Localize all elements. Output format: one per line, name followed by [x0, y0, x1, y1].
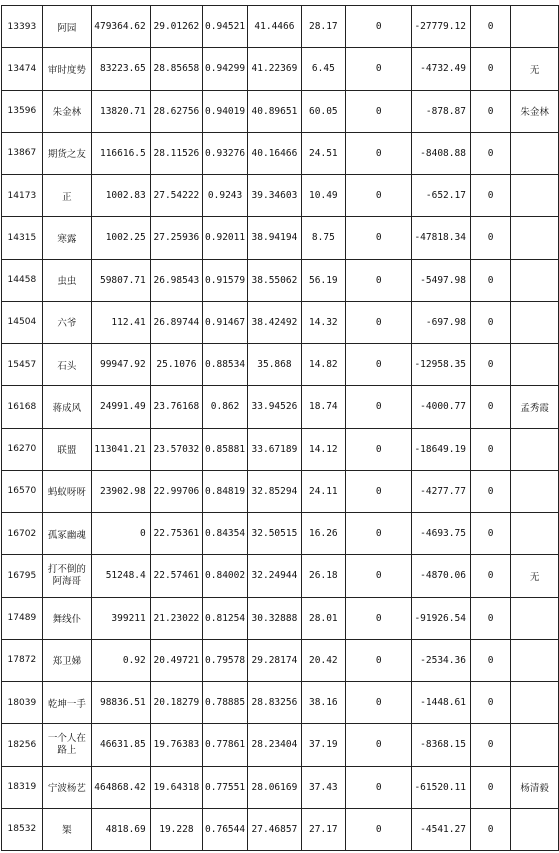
- cell-value-3: 0.85881: [203, 428, 248, 470]
- cell-value-8: 0: [470, 808, 510, 850]
- cell-value-7: -4693.75: [412, 513, 470, 555]
- cell-id: 16795: [2, 555, 43, 597]
- cell-name: 期货之友: [42, 132, 91, 174]
- table-row: [2, 724, 559, 766]
- cell-note: [511, 344, 559, 386]
- cell-name: 郑卫娣: [42, 639, 91, 681]
- cell-value-3: 0.79578: [203, 639, 248, 681]
- cell-value-1: 113041.21: [91, 428, 150, 470]
- cell-value-6: 0: [345, 217, 412, 259]
- cell-note: [511, 513, 559, 555]
- cell-value-5: 8.75: [301, 217, 345, 259]
- cell-name: 打不倒的阿海哥: [42, 555, 91, 597]
- cell-value-8: 0: [470, 724, 510, 766]
- cell-value-3: 0.81254: [203, 597, 248, 639]
- cell-value-1: 13820.71: [91, 90, 150, 132]
- cell-name: 联盟: [42, 428, 91, 470]
- cell-value-2: 27.54222: [150, 175, 202, 217]
- cell-id: 13596: [2, 90, 43, 132]
- cell-value-5: 20.42: [301, 639, 345, 681]
- cell-name: 蚂蚁呀呀: [42, 470, 91, 512]
- cell-name: 阿园: [42, 6, 91, 48]
- cell-value-7: -12958.35: [412, 344, 470, 386]
- cell-value-2: 29.01262: [150, 6, 202, 48]
- cell-value-4: 38.55062: [248, 259, 302, 301]
- cell-value-7: -4732.49: [412, 48, 470, 90]
- cell-value-1: 23902.98: [91, 470, 150, 512]
- cell-note: [511, 259, 559, 301]
- cell-value-7: -18649.19: [412, 428, 470, 470]
- cell-value-7: -5497.98: [412, 259, 470, 301]
- cell-value-8: 0: [470, 90, 510, 132]
- cell-value-6: 0: [345, 597, 412, 639]
- cell-value-3: 0.862: [203, 386, 248, 428]
- table-row: [2, 513, 559, 555]
- table-row: [2, 766, 559, 808]
- cell-value-4: 27.46857: [248, 808, 302, 850]
- cell-value-8: 0: [470, 259, 510, 301]
- cell-value-5: 14.12: [301, 428, 345, 470]
- cell-value-4: 41.4466: [248, 6, 302, 48]
- cell-value-1: 1002.25: [91, 217, 150, 259]
- cell-value-1: 464868.42: [91, 766, 150, 808]
- cell-value-6: 0: [345, 344, 412, 386]
- cell-value-6: 0: [345, 48, 412, 90]
- cell-id: 17872: [2, 639, 43, 681]
- cell-value-3: 0.93276: [203, 132, 248, 174]
- table-row: [2, 175, 559, 217]
- cell-note: [511, 470, 559, 512]
- table-row: [2, 639, 559, 681]
- cell-value-4: 30.32888: [248, 597, 302, 639]
- cell-value-3: 0.94019: [203, 90, 248, 132]
- cell-id: 13393: [2, 6, 43, 48]
- cell-note: [511, 175, 559, 217]
- cell-value-2: 19.76383: [150, 724, 202, 766]
- cell-value-5: 24.51: [301, 132, 345, 174]
- cell-value-6: 0: [345, 301, 412, 343]
- cell-value-2: 20.49721: [150, 639, 202, 681]
- cell-value-6: 0: [345, 90, 412, 132]
- cell-value-5: 37.19: [301, 724, 345, 766]
- cell-value-4: 28.83256: [248, 682, 302, 724]
- cell-value-8: 0: [470, 597, 510, 639]
- cell-value-8: 0: [470, 555, 510, 597]
- cell-id: 14504: [2, 301, 43, 343]
- cell-value-6: 0: [345, 175, 412, 217]
- cell-value-7: -91926.54: [412, 597, 470, 639]
- cell-value-2: 26.98543: [150, 259, 202, 301]
- cell-value-5: 26.18: [301, 555, 345, 597]
- cell-value-8: 0: [470, 470, 510, 512]
- cell-value-4: 35.868: [248, 344, 302, 386]
- cell-name: 舞线仆: [42, 597, 91, 639]
- cell-id: 14458: [2, 259, 43, 301]
- cell-value-6: 0: [345, 470, 412, 512]
- cell-note: 朱金林: [511, 90, 559, 132]
- cell-name: 乾坤一手: [42, 682, 91, 724]
- cell-note: [511, 217, 559, 259]
- cell-note: [511, 682, 559, 724]
- cell-value-3: 0.78885: [203, 682, 248, 724]
- cell-value-1: 116616.5: [91, 132, 150, 174]
- cell-value-6: 0: [345, 259, 412, 301]
- cell-value-1: 112.41: [91, 301, 150, 343]
- cell-note: [511, 597, 559, 639]
- cell-name: 朱金林: [42, 90, 91, 132]
- cell-value-2: 23.76168: [150, 386, 202, 428]
- cell-value-4: 32.24944: [248, 555, 302, 597]
- cell-value-2: 22.99706: [150, 470, 202, 512]
- cell-value-5: 18.74: [301, 386, 345, 428]
- table-row: [2, 470, 559, 512]
- cell-value-2: 19.64318: [150, 766, 202, 808]
- cell-value-4: 38.94194: [248, 217, 302, 259]
- cell-value-2: 28.62756: [150, 90, 202, 132]
- cell-value-2: 28.11526: [150, 132, 202, 174]
- cell-value-4: 29.28174: [248, 639, 302, 681]
- table-row: [2, 344, 559, 386]
- cell-name: 石头: [42, 344, 91, 386]
- cell-value-6: 0: [345, 682, 412, 724]
- cell-value-7: -8408.88: [412, 132, 470, 174]
- cell-value-1: 0: [91, 513, 150, 555]
- cell-value-3: 0.91579: [203, 259, 248, 301]
- cell-value-7: -4277.77: [412, 470, 470, 512]
- cell-id: 14173: [2, 175, 43, 217]
- data-table: [1, 5, 559, 851]
- cell-value-1: 59807.71: [91, 259, 150, 301]
- cell-value-8: 0: [470, 766, 510, 808]
- cell-value-2: 20.18279: [150, 682, 202, 724]
- cell-name: 蒋成风: [42, 386, 91, 428]
- table-row: [2, 808, 559, 850]
- cell-name: 榘: [42, 808, 91, 850]
- cell-value-3: 0.84819: [203, 470, 248, 512]
- cell-id: 17489: [2, 597, 43, 639]
- cell-id: 18256: [2, 724, 43, 766]
- table-body: [2, 6, 559, 851]
- cell-value-2: 22.75361: [150, 513, 202, 555]
- cell-value-5: 28.17: [301, 6, 345, 48]
- cell-value-6: 0: [345, 132, 412, 174]
- cell-value-3: 0.92011: [203, 217, 248, 259]
- cell-value-4: 40.16466: [248, 132, 302, 174]
- cell-value-6: 0: [345, 555, 412, 597]
- cell-id: 14315: [2, 217, 43, 259]
- cell-value-3: 0.84002: [203, 555, 248, 597]
- cell-value-4: 28.23404: [248, 724, 302, 766]
- cell-value-2: 27.25936: [150, 217, 202, 259]
- cell-note: [511, 639, 559, 681]
- cell-value-1: 4818.69: [91, 808, 150, 850]
- cell-value-7: -4541.27: [412, 808, 470, 850]
- cell-value-4: 39.34603: [248, 175, 302, 217]
- cell-value-1: 399211: [91, 597, 150, 639]
- cell-value-4: 40.89651: [248, 90, 302, 132]
- cell-value-7: -4870.06: [412, 555, 470, 597]
- cell-value-2: 22.57461: [150, 555, 202, 597]
- cell-value-6: 0: [345, 724, 412, 766]
- cell-name: 一个人在路上: [42, 724, 91, 766]
- table-row: [2, 555, 559, 597]
- table-row: [2, 682, 559, 724]
- cell-value-2: 28.85658: [150, 48, 202, 90]
- cell-value-6: 0: [345, 386, 412, 428]
- cell-value-8: 0: [470, 48, 510, 90]
- table-row: [2, 6, 559, 48]
- cell-name: 宁波杨艺: [42, 766, 91, 808]
- cell-value-4: 33.94526: [248, 386, 302, 428]
- cell-note: [511, 428, 559, 470]
- cell-value-6: 0: [345, 6, 412, 48]
- cell-name: 六爷: [42, 301, 91, 343]
- cell-value-8: 0: [470, 217, 510, 259]
- cell-value-4: 41.22369: [248, 48, 302, 90]
- cell-id: 18039: [2, 682, 43, 724]
- cell-value-7: -2534.36: [412, 639, 470, 681]
- table-row: [2, 301, 559, 343]
- cell-value-3: 0.94521: [203, 6, 248, 48]
- cell-value-6: 0: [345, 808, 412, 850]
- cell-value-2: 25.1076: [150, 344, 202, 386]
- cell-value-5: 16.26: [301, 513, 345, 555]
- cell-value-7: -8368.15: [412, 724, 470, 766]
- cell-value-6: 0: [345, 428, 412, 470]
- table-row: [2, 597, 559, 639]
- cell-name: 寒露: [42, 217, 91, 259]
- table-row: [2, 259, 559, 301]
- cell-value-5: 56.19: [301, 259, 345, 301]
- cell-value-2: 21.23022: [150, 597, 202, 639]
- cell-id: 18319: [2, 766, 43, 808]
- cell-value-7: -1448.61: [412, 682, 470, 724]
- table-row: [2, 132, 559, 174]
- cell-value-5: 6.45: [301, 48, 345, 90]
- cell-note: 杨清毅: [511, 766, 559, 808]
- cell-value-5: 28.01: [301, 597, 345, 639]
- cell-value-1: 0.92: [91, 639, 150, 681]
- cell-value-3: 0.91467: [203, 301, 248, 343]
- cell-note: [511, 6, 559, 48]
- cell-value-8: 0: [470, 513, 510, 555]
- cell-note: [511, 808, 559, 850]
- cell-value-8: 0: [470, 682, 510, 724]
- cell-value-4: 33.67189: [248, 428, 302, 470]
- cell-value-1: 51248.4: [91, 555, 150, 597]
- cell-value-1: 46631.85: [91, 724, 150, 766]
- cell-id: 16270: [2, 428, 43, 470]
- cell-name: 审时度势: [42, 48, 91, 90]
- cell-value-3: 0.77861: [203, 724, 248, 766]
- cell-note: [511, 132, 559, 174]
- cell-note: 孟秀霞: [511, 386, 559, 428]
- cell-value-8: 0: [470, 175, 510, 217]
- cell-value-1: 1002.83: [91, 175, 150, 217]
- cell-value-8: 0: [470, 344, 510, 386]
- cell-name: 正: [42, 175, 91, 217]
- cell-value-5: 37.43: [301, 766, 345, 808]
- cell-value-8: 0: [470, 639, 510, 681]
- cell-value-7: -61520.11: [412, 766, 470, 808]
- cell-value-5: 24.11: [301, 470, 345, 512]
- table-row: [2, 386, 559, 428]
- cell-id: 15457: [2, 344, 43, 386]
- cell-value-5: 27.17: [301, 808, 345, 850]
- cell-value-7: -878.87: [412, 90, 470, 132]
- cell-value-5: 10.49: [301, 175, 345, 217]
- cell-value-1: 83223.65: [91, 48, 150, 90]
- cell-id: 16570: [2, 470, 43, 512]
- cell-value-8: 0: [470, 386, 510, 428]
- cell-note: [511, 724, 559, 766]
- cell-name: 孤冢幽魂: [42, 513, 91, 555]
- cell-value-7: -47818.34: [412, 217, 470, 259]
- cell-note: [511, 301, 559, 343]
- cell-id: 18532: [2, 808, 43, 850]
- cell-value-1: 24991.49: [91, 386, 150, 428]
- cell-value-1: 479364.62: [91, 6, 150, 48]
- cell-value-4: 38.42492: [248, 301, 302, 343]
- cell-value-6: 0: [345, 766, 412, 808]
- cell-id: 16168: [2, 386, 43, 428]
- cell-value-7: -697.98: [412, 301, 470, 343]
- table-row: [2, 217, 559, 259]
- cell-value-3: 0.77551: [203, 766, 248, 808]
- cell-name: 虫虫: [42, 259, 91, 301]
- cell-value-6: 0: [345, 639, 412, 681]
- cell-note: 无: [511, 555, 559, 597]
- cell-value-4: 32.50515: [248, 513, 302, 555]
- cell-value-1: 98836.51: [91, 682, 150, 724]
- cell-value-3: 0.88534: [203, 344, 248, 386]
- cell-value-3: 0.9243: [203, 175, 248, 217]
- cell-value-8: 0: [470, 132, 510, 174]
- cell-value-5: 14.82: [301, 344, 345, 386]
- cell-id: 13867: [2, 132, 43, 174]
- cell-value-8: 0: [470, 301, 510, 343]
- cell-value-3: 0.76544: [203, 808, 248, 850]
- cell-value-4: 32.85294: [248, 470, 302, 512]
- cell-value-3: 0.94299: [203, 48, 248, 90]
- cell-value-7: -4000.77: [412, 386, 470, 428]
- cell-value-7: -27779.12: [412, 6, 470, 48]
- cell-id: 13474: [2, 48, 43, 90]
- cell-value-2: 19.228: [150, 808, 202, 850]
- table-row: [2, 48, 559, 90]
- table-row: [2, 428, 559, 470]
- cell-id: 16702: [2, 513, 43, 555]
- cell-value-5: 14.32: [301, 301, 345, 343]
- cell-value-4: 28.06169: [248, 766, 302, 808]
- cell-value-2: 23.57032: [150, 428, 202, 470]
- cell-note: 无: [511, 48, 559, 90]
- cell-value-2: 26.89744: [150, 301, 202, 343]
- cell-value-7: -652.17: [412, 175, 470, 217]
- cell-value-8: 0: [470, 6, 510, 48]
- cell-value-1: 99947.92: [91, 344, 150, 386]
- cell-value-6: 0: [345, 513, 412, 555]
- cell-value-3: 0.84354: [203, 513, 248, 555]
- table-row: [2, 90, 559, 132]
- cell-value-5: 38.16: [301, 682, 345, 724]
- cell-value-8: 0: [470, 428, 510, 470]
- cell-value-5: 60.05: [301, 90, 345, 132]
